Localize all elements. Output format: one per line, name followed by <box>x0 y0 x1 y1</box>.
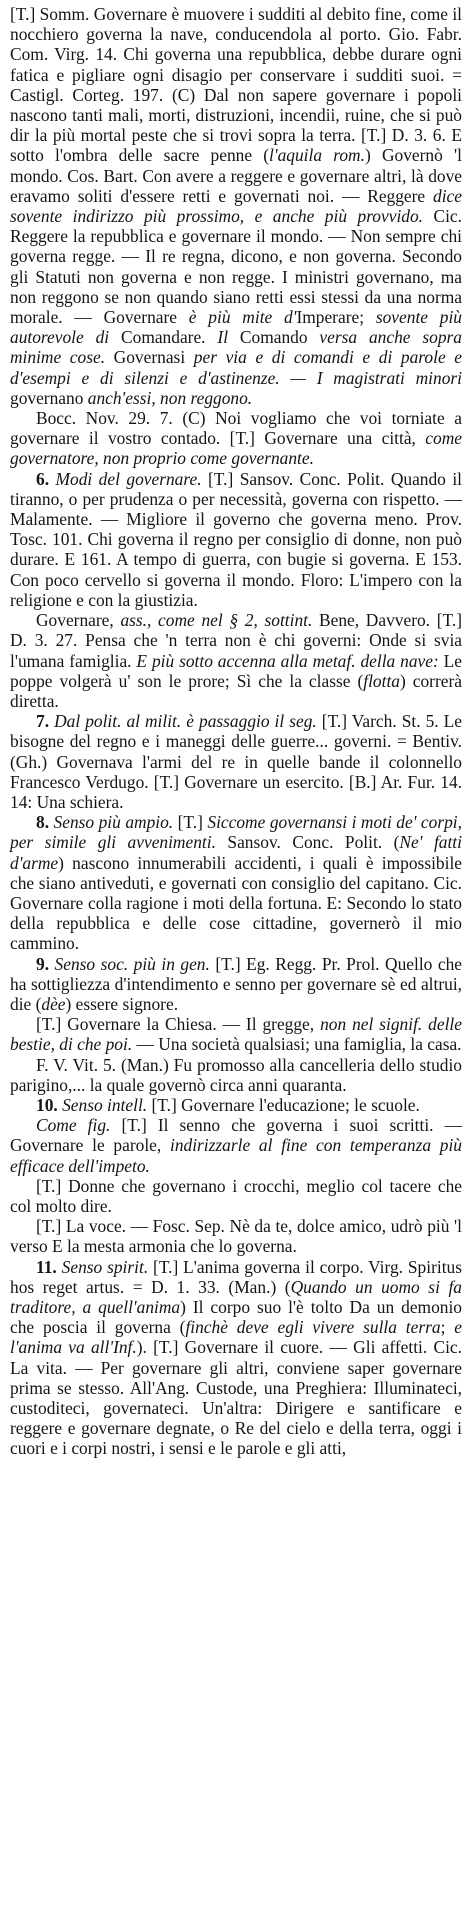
italic-gloss: Il <box>217 327 229 348</box>
italic-gloss: Modi del governare. <box>55 468 202 489</box>
italic-gloss: ass., come nel § 2, sottint. <box>120 610 313 631</box>
italic-gloss: E più sotto accenna alla metaf. della nave: <box>136 650 439 671</box>
entry-text: ) correrà diretta. <box>10 670 462 711</box>
entry-paragraph <box>10 469 462 610</box>
entry-paragraph <box>10 954 462 1015</box>
entry-text: Bocc. Nov. 29. 7. (C) Noi vogliamo che voi torniate a governare il vostro contado. [T.] Governare una città, <box>10 408 462 449</box>
italic-gloss: non nel signif. delle bestie, di che poi. <box>10 1014 462 1055</box>
italic-gloss: finchè deve egli vivere sulla terra <box>185 1317 441 1338</box>
italic-gloss: per via e di comandi e di parole e d'esempi e di silenzi e d'astinenze. — I magistrati minori <box>10 347 462 388</box>
section-number: 10. <box>36 1094 58 1115</box>
italic-gloss: l'aquila rom. <box>269 145 365 166</box>
entry-text: Imperare; <box>296 307 376 328</box>
italic-gloss: è più mite d' <box>188 307 297 328</box>
italic-gloss: dice sovente indirizzo più prossimo, e anche più provvido. <box>10 185 462 227</box>
italic-gloss: versa anche sopra minime cose. <box>10 327 462 368</box>
section-number: 6. <box>36 468 50 489</box>
italic-gloss: Ne' fatti d'arme <box>10 832 462 873</box>
section-number: 11. <box>36 1256 57 1277</box>
entry-text: Sansov. Conc. Polit. ( <box>215 832 400 853</box>
italic-gloss: Senso più ampio. <box>53 812 174 833</box>
entry-text: [T.] L'anima governa il corpo. Virg. Spiritus hos reget artus. = D. 1. 33. (Man.) ( <box>10 1256 462 1297</box>
section-number: 9. <box>36 953 50 974</box>
entry-text: ) essere signore. <box>65 993 179 1014</box>
entry-paragraph <box>10 1014 462 1054</box>
section-number: 7. <box>36 711 50 732</box>
entry-paragraph <box>10 610 462 711</box>
entry-paragraph <box>10 1095 462 1115</box>
entry-paragraph <box>10 1176 462 1216</box>
entry-text: Le poppe volgerà u' son le prore; Sì che la classe ( <box>10 650 463 691</box>
italic-gloss: anch'essi, non reggono. <box>87 387 253 408</box>
entry-text: ; <box>440 1317 455 1338</box>
entry-paragraph <box>10 1115 462 1176</box>
entry-text: [T.] Il senno che governa i suoi scritti. — Governare le parole, <box>10 1115 462 1156</box>
entry-text: [T.] Donne che governano i crocchi, meglio col tacere che col molto dire. <box>10 1175 462 1216</box>
entry-paragraph <box>10 1257 462 1459</box>
entry-text: [T.] Varch. St. 5. Le bisogne del regno e i maneggi delle guerre... governi. = Bentiv. (Gh.) Governava l'armi del re in quelle bande il colonnello Francesco Verdugo. [T.] Governare un esercito. [B.] Ar. Fur. 14. 14: Una schiera. <box>10 711 462 812</box>
entry-text: ) Il corpo suo l'è tolto Da un demonio che poscia il governa ( <box>10 1297 462 1338</box>
entry-text: — Una società qualsiasi; una famiglia, la casa. <box>132 1034 462 1055</box>
entry-text: ) nascono innumerabili accidenti, i quali è impossibile che siano antiveduti, e governati con consiglio del capitano. Cic. Governare colla ragione i moti della fortuna. E: Secondo lo stato della repubblica e delle cose cittadine, governerò il mio cammino. <box>10 852 462 954</box>
italic-gloss: Senso intell. <box>62 1094 148 1115</box>
entry-text: F. V. Vit. 5. (Man.) Fu promosso alla cancelleria dello studio parigino,... la quale governò circa anni quaranta. <box>10 1054 462 1095</box>
entry-text: Comandare. <box>109 327 218 348</box>
section-number: 8. <box>36 812 50 833</box>
italic-gloss: Senso spirit. <box>61 1256 149 1277</box>
italic-gloss: Come fig. <box>36 1115 111 1136</box>
entry-text: [T.] Governare la Chiesa. — Il gregge, <box>36 1014 321 1035</box>
italic-gloss: Senso soc. più in gen. <box>54 953 210 974</box>
italic-gloss: Quando un uomo si fa traditore, a quell'anima <box>10 1276 462 1317</box>
entry-text: [T.] Somm. Governare è muovere i sudditi al debito fine, come il nocchiero governa la nave, conducendola al porto. Gio. Fabr. Com. Virg. 14. Chi governa una repubblica, debbe durare ogni fatica e pigliare ogni disagio per conservare i sudditi suoi. = Castigl. Corteg. 197. (C) Dal non sapere governare i popoli nascono tanti mali, morti, distruzioni, incendii, ruine, che si può dir la più mortal peste che si trovi sopra la terra. [T.] D. 3. 6. E sotto l'ombra delle sacre penne ( <box>10 4 462 166</box>
entry-text: [T.] Sansov. Conc. Polit. Quando il tiranno, o per prudenza o per necessità, governa con rispetto. — Malamente. — Migliore il governo che governa meno. Prov. Tosc. 101. Chi governa il regno per consiglio di donne, non può durare. E 161. A tempo di guerra, con bugie si governa. E 153. Con poco cervello si governa il mondo. Floro: L'impero con la religione e con la giustizia. <box>10 468 462 610</box>
entry-text: [T.] <box>173 812 208 833</box>
italic-gloss: come governatore, non proprio come governante. <box>10 428 462 469</box>
italic-gloss: indirizzarle al fine con temperanza più efficace dell'impeto. <box>10 1135 462 1176</box>
entry-paragraph <box>10 408 462 469</box>
entry-paragraph <box>10 1055 462 1095</box>
italic-gloss: e l'anima va all'Inf. <box>10 1317 462 1358</box>
entry-text: ) Governò 'l mondo. Cos. Bart. Con avere a reggere e governare altri, là dove eravamo soliti d'essere retti e governati noi. — Reggere <box>10 145 462 206</box>
entry-paragraph <box>10 812 462 953</box>
entry-paragraph <box>10 1216 462 1256</box>
italic-gloss: flotta <box>363 670 400 691</box>
entry-text: Cic. Reggere la repubblica e governare il mondo. — Non sempre chi governa regge. — Il re regna, dicono, e non governa. Secondo gli Statuti non governa e non regge. I ministri governano, ma non reggono se non quando siano retti essi stessi da una norma morale. — Governare <box>10 206 462 328</box>
entry-paragraph <box>10 4 462 408</box>
italic-gloss: Dal polit. al milit. è passaggio il seg. <box>54 711 317 732</box>
entry-text: Governasi <box>105 347 194 368</box>
entry-text: Comando <box>228 327 320 348</box>
entry-text: Bene, Davvero. [T.] D. 3. 27. Pensa che 'n terra non è chi governi: Onde si svia l'umana famiglia. <box>10 610 462 671</box>
entry-text: [T.] Eg. Regg. Pr. Prol. Quello che ha sottigliezza d'intendimento e senno per governare sè ed altrui, die ( <box>10 953 462 1014</box>
entry-text: governano <box>10 387 88 408</box>
entry-text: Governare, <box>36 610 121 631</box>
italic-gloss: sovente più autorevole di <box>10 307 463 348</box>
italic-gloss: dèe <box>41 993 66 1014</box>
entry-paragraph <box>10 711 462 812</box>
entry-text: ). [T.] Governare il cuore. — Gli affetti. Cic. La vita. — Per governare gli altri, conviene saper governare prima se stesso. All'Ang. Custode, una Preghiera: Illuminateci, custoditeci, governateci. Un'altra: Dirigere e santificare e reggere e governare degnate, o Re del cielo e della terra, oggi i cuori e i corpi nostri, i sensi e le parole e gli atti, <box>10 1337 462 1459</box>
entry-text: [T.] Governare l'educazione; le scuole. <box>147 1094 420 1115</box>
italic-gloss: Siccome governansi i moti de' corpi, per simile gli avvenimenti. <box>10 812 462 853</box>
entry-text: [T.] La voce. — Fosc. Sep. Nè da te, dolce amico, udrò più 'l verso E la mesta armonia che lo governa. <box>10 1216 462 1257</box>
